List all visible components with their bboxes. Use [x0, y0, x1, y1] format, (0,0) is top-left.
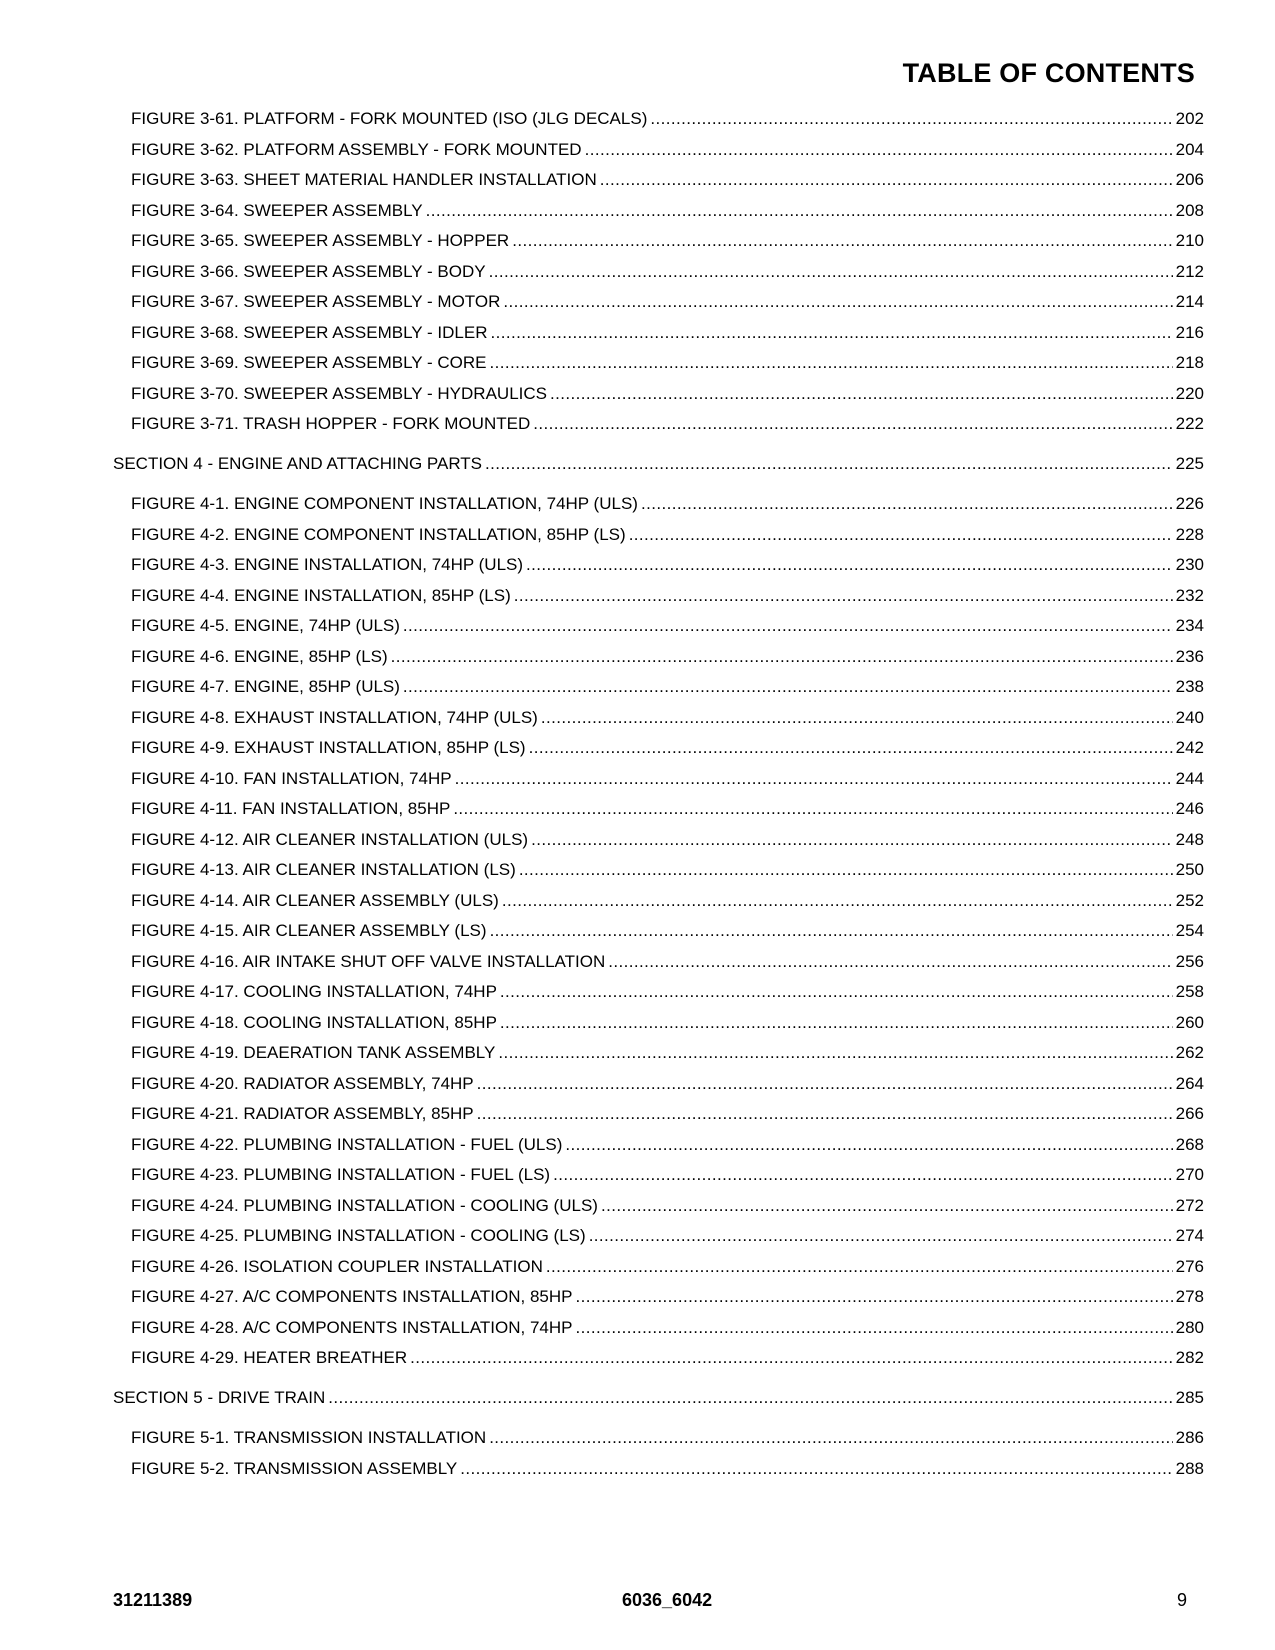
- toc-figure-entry[interactable]: [131, 168, 1204, 192]
- toc-figure-entry[interactable]: [131, 1072, 1204, 1096]
- toc-entry-page-number: 234: [1175, 616, 1204, 635]
- toc-figure-entry[interactable]: [131, 492, 1204, 516]
- toc-dot-leader: [485, 452, 1173, 476]
- toc-entry-label: FIGURE 4-25. PLUMBING INSTALLATION - COOLING (LS): [131, 1226, 586, 1245]
- toc-entry-label: FIGURE 4-18. COOLING INSTALLATION, 85HP: [131, 1012, 497, 1032]
- toc-entry-page-number: 285: [1175, 1388, 1204, 1407]
- toc-entry-page-number: 256: [1175, 951, 1204, 971]
- toc-entry-page-number: 268: [1175, 1134, 1204, 1154]
- toc-figure-entry[interactable]: [131, 675, 1204, 699]
- toc-entry-page-number: 250: [1175, 860, 1204, 879]
- toc-figure-entry[interactable]: [131, 614, 1204, 638]
- toc-figure-entry[interactable]: [131, 553, 1204, 577]
- toc-figure-entry[interactable]: [131, 523, 1204, 547]
- toc-figure-entry[interactable]: [131, 1457, 1204, 1481]
- toc-figure-entry[interactable]: [131, 107, 1204, 131]
- toc-entry-page-number: 248: [1175, 829, 1204, 849]
- toc-dot-leader: [550, 382, 1173, 406]
- toc-figure-entry[interactable]: [131, 980, 1204, 1004]
- toc-entry-page-number: 212: [1175, 261, 1204, 281]
- toc-dot-leader: [600, 168, 1173, 192]
- toc-entry-page-number: 262: [1175, 1043, 1204, 1062]
- toc-entry-page-number: 208: [1175, 200, 1204, 220]
- toc-dot-leader: [608, 950, 1172, 974]
- toc-entry-label: FIGURE 4-27. A/C COMPONENTS INSTALLATION, 85HP: [131, 1287, 573, 1306]
- toc-figure-entry[interactable]: [131, 767, 1204, 791]
- toc-dot-leader: [453, 797, 1172, 821]
- toc-figure-entry[interactable]: [131, 412, 1204, 436]
- toc-entry-page-number: 258: [1175, 982, 1204, 1001]
- toc-dot-leader: [490, 321, 1172, 345]
- toc-figure-entry[interactable]: [131, 1224, 1204, 1248]
- toc-entry-page-number: 225: [1175, 454, 1204, 473]
- toc-dot-leader: [601, 1194, 1173, 1218]
- toc-entry-label: FIGURE 4-29. HEATER BREATHER: [131, 1348, 408, 1367]
- toc-dot-leader: [519, 858, 1173, 882]
- toc-entry-label: FIGURE 4-20. RADIATOR ASSEMBLY, 74HP: [131, 1073, 474, 1093]
- toc-dot-leader: [460, 1457, 1172, 1481]
- toc-dot-leader: [541, 706, 1173, 730]
- toc-dot-leader: [553, 1163, 1173, 1187]
- toc-entry-page-number: 230: [1175, 555, 1204, 574]
- toc-entry-page-number: 282: [1175, 1348, 1204, 1367]
- toc-entry-label: FIGURE 4-12. AIR CLEANER INSTALLATION (ULS): [131, 829, 529, 849]
- toc-dot-leader: [426, 199, 1173, 223]
- toc-entry-label: FIGURE 3-61. PLATFORM - FORK MOUNTED (ISO (JLG DECALS): [131, 109, 648, 128]
- toc-figure-entry[interactable]: [131, 1426, 1204, 1450]
- toc-dot-leader: [489, 260, 1173, 284]
- toc-figure-entry[interactable]: [131, 1163, 1204, 1187]
- toc-dot-leader: [455, 767, 1173, 791]
- toc-figure-entry[interactable]: [131, 706, 1204, 730]
- toc-dot-leader: [403, 614, 1173, 638]
- toc-entry-label: FIGURE 3-65. SWEEPER ASSEMBLY - HOPPER: [131, 231, 510, 250]
- toc-entry-page-number: 286: [1175, 1428, 1204, 1447]
- toc-dot-leader: [391, 645, 1173, 669]
- toc-entry-page-number: 270: [1175, 1165, 1204, 1184]
- toc-dot-leader: [529, 736, 1173, 760]
- toc-figure-entry[interactable]: [131, 1316, 1204, 1340]
- toc-entry-label: FIGURE 3-71. TRASH HOPPER - FORK MOUNTED: [131, 414, 531, 433]
- toc-figure-entry[interactable]: [131, 260, 1204, 284]
- toc-figure-entry[interactable]: [131, 1011, 1204, 1035]
- toc-entry-page-number: 202: [1175, 109, 1204, 128]
- toc-entry-label: FIGURE 4-11. FAN INSTALLATION, 85HP: [131, 799, 451, 818]
- toc-entry-page-number: 260: [1175, 1012, 1204, 1032]
- toc-dot-leader: [500, 980, 1173, 1004]
- toc-entry-page-number: 236: [1175, 646, 1204, 666]
- toc-dot-leader: [629, 523, 1173, 547]
- toc-entry-label: FIGURE 3-66. SWEEPER ASSEMBLY - BODY: [131, 261, 486, 281]
- toc-figure-entry[interactable]: [131, 290, 1204, 314]
- toc-entry-label: FIGURE 3-68. SWEEPER ASSEMBLY - IDLER: [131, 322, 488, 342]
- toc-entry-page-number: 244: [1175, 768, 1204, 788]
- toc-dot-leader: [490, 919, 1173, 943]
- toc-entry-label: SECTION 4 - ENGINE AND ATTACHING PARTS: [113, 454, 483, 473]
- toc-entry-label: FIGURE 4-26. ISOLATION COUPLER INSTALLATION: [131, 1256, 543, 1276]
- toc-entry-label: FIGURE 4-15. AIR CLEANER ASSEMBLY (LS): [131, 921, 487, 940]
- toc-dot-leader: [546, 1255, 1173, 1279]
- toc-figure-entry[interactable]: [131, 321, 1204, 345]
- toc-dot-leader: [498, 1041, 1172, 1065]
- toc-figure-entry[interactable]: [131, 1102, 1204, 1126]
- toc-dot-leader: [531, 828, 1173, 852]
- footer-document-number: 31211389: [113, 1590, 193, 1610]
- toc-section-entry[interactable]: [113, 452, 1204, 476]
- toc-dot-leader: [512, 229, 1172, 253]
- toc-figure-entry[interactable]: [131, 1194, 1204, 1218]
- toc-entry-label: FIGURE 4-17. COOLING INSTALLATION, 74HP: [131, 982, 497, 1001]
- toc-dot-leader: [514, 584, 1173, 608]
- toc-entry-page-number: 246: [1175, 799, 1204, 818]
- toc-entry-label: FIGURE 4-5. ENGINE, 74HP (ULS): [131, 616, 400, 635]
- toc-entry-label: FIGURE 4-14. AIR CLEANER ASSEMBLY (ULS): [131, 890, 499, 910]
- toc-figure-entry[interactable]: [131, 199, 1204, 223]
- toc-entry-label: FIGURE 4-19. DEAERATION TANK ASSEMBLY: [131, 1043, 496, 1062]
- toc-dot-leader: [585, 138, 1173, 162]
- toc-entry-label: FIGURE 4-3. ENGINE INSTALLATION, 74HP (ULS): [131, 555, 524, 574]
- toc-dot-leader: [328, 1386, 1172, 1410]
- toc-entry-label: FIGURE 5-1. TRANSMISSION INSTALLATION: [131, 1428, 487, 1447]
- toc-entry-page-number: 222: [1175, 414, 1204, 433]
- toc-dot-leader: [575, 1285, 1172, 1309]
- toc-dot-leader: [477, 1072, 1173, 1096]
- toc-figure-entry[interactable]: [131, 584, 1204, 608]
- toc-dot-leader: [502, 889, 1173, 913]
- toc-entry-label: FIGURE 3-70. SWEEPER ASSEMBLY - HYDRAULICS: [131, 383, 547, 403]
- toc-figure-entry[interactable]: [131, 858, 1204, 882]
- toc-entry-label: FIGURE 4-2. ENGINE COMPONENT INSTALLATION, 85HP (LS): [131, 524, 626, 544]
- toc-entry-label: FIGURE 4-21. RADIATOR ASSEMBLY, 85HP: [131, 1104, 474, 1123]
- toc-entry-page-number: 272: [1175, 1195, 1204, 1215]
- toc-dot-leader: [641, 492, 1173, 516]
- toc-dot-leader: [410, 1346, 1172, 1370]
- toc-figure-entry[interactable]: [131, 1255, 1204, 1279]
- toc-figure-entry[interactable]: [131, 1041, 1204, 1065]
- toc-entry-label: FIGURE 5-2. TRANSMISSION ASSEMBLY: [131, 1458, 458, 1478]
- toc-entry-label: FIGURE 4-8. EXHAUST INSTALLATION, 74HP (ULS): [131, 707, 538, 727]
- toc-entry-page-number: 266: [1175, 1104, 1204, 1123]
- toc-dot-leader: [477, 1102, 1173, 1126]
- toc-dot-leader: [490, 351, 1173, 375]
- toc-entry-label: SECTION 5 - DRIVE TRAIN: [113, 1388, 326, 1407]
- toc-section-entry[interactable]: [113, 1386, 1204, 1410]
- toc-dot-leader: [489, 1426, 1172, 1450]
- toc-dot-leader: [526, 553, 1173, 577]
- toc-entry-page-number: 228: [1175, 524, 1204, 544]
- footer-page-number: 9: [1177, 1590, 1188, 1610]
- toc-entry-label: FIGURE 4-22. PLUMBING INSTALLATION - FUEL (ULS): [131, 1134, 563, 1154]
- toc-figure-entry[interactable]: [131, 797, 1204, 821]
- page-title: TABLE OF CONTENTS: [902, 58, 1195, 88]
- toc-figure-entry[interactable]: [131, 351, 1204, 375]
- footer-model: 6036_6042: [622, 1590, 713, 1610]
- toc-figure-entry[interactable]: [131, 382, 1204, 406]
- toc-figure-entry[interactable]: [131, 889, 1204, 913]
- toc-figure-entry[interactable]: [131, 1285, 1204, 1309]
- toc-entry-page-number: 214: [1175, 292, 1204, 311]
- toc-entry-label: FIGURE 3-62. PLATFORM ASSEMBLY - FORK MOUNTED: [131, 139, 582, 159]
- toc-figure-entry[interactable]: [131, 645, 1204, 669]
- toc-figure-entry[interactable]: [131, 736, 1204, 760]
- toc-entry-page-number: 240: [1175, 707, 1204, 727]
- toc-entry-page-number: 206: [1175, 170, 1204, 189]
- toc-entry-page-number: 264: [1175, 1073, 1204, 1093]
- toc-entry-label: FIGURE 4-24. PLUMBING INSTALLATION - COOLING (ULS): [131, 1195, 598, 1215]
- toc-entry-label: FIGURE 4-9. EXHAUST INSTALLATION, 85HP (LS): [131, 738, 526, 757]
- toc-dot-leader: [533, 412, 1172, 436]
- toc-figure-entry[interactable]: [131, 919, 1204, 943]
- toc-entry-label: FIGURE 4-10. FAN INSTALLATION, 74HP: [131, 768, 452, 788]
- toc-figure-entry[interactable]: [131, 229, 1204, 253]
- toc-dot-leader: [575, 1316, 1172, 1340]
- toc-entry-label: FIGURE 4-6. ENGINE, 85HP (LS): [131, 646, 388, 666]
- toc-dot-leader: [403, 675, 1173, 699]
- toc-entry-page-number: 252: [1175, 890, 1204, 910]
- toc-entry-label: FIGURE 4-28. A/C COMPONENTS INSTALLATION, 74HP: [131, 1317, 573, 1337]
- toc-dot-leader: [589, 1224, 1173, 1248]
- toc-dot-leader: [650, 107, 1172, 131]
- toc-entry-page-number: 232: [1175, 585, 1204, 605]
- toc-entry-label: FIGURE 3-67. SWEEPER ASSEMBLY - MOTOR: [131, 292, 501, 311]
- toc-figure-entry[interactable]: [131, 828, 1204, 852]
- toc-entry-page-number: 238: [1175, 677, 1204, 696]
- toc-figure-entry[interactable]: [131, 1133, 1204, 1157]
- toc-entry-page-number: 204: [1175, 139, 1204, 159]
- toc-entry-label: FIGURE 4-16. AIR INTAKE SHUT OFF VALVE INSTALLATION: [131, 951, 606, 971]
- toc-entry-page-number: 242: [1175, 738, 1204, 757]
- toc-entry-label: FIGURE 3-63. SHEET MATERIAL HANDLER INSTALLATION: [131, 170, 597, 189]
- toc-entry-page-number: 288: [1175, 1458, 1204, 1478]
- toc-entry-label: FIGURE 4-23. PLUMBING INSTALLATION - FUEL (LS): [131, 1165, 551, 1184]
- toc-dot-leader: [503, 290, 1172, 314]
- toc-entry-page-number: 216: [1175, 322, 1204, 342]
- toc-entry-label: FIGURE 4-7. ENGINE, 85HP (ULS): [131, 677, 400, 696]
- toc-entry-page-number: 276: [1175, 1256, 1204, 1276]
- toc-dot-leader: [500, 1011, 1173, 1035]
- toc-entry-page-number: 210: [1175, 231, 1204, 250]
- toc-figure-entry[interactable]: [131, 138, 1204, 162]
- toc-entry-page-number: 274: [1175, 1226, 1204, 1245]
- toc-entry-page-number: 278: [1175, 1287, 1204, 1306]
- toc-entry-label: FIGURE 4-4. ENGINE INSTALLATION, 85HP (LS): [131, 585, 511, 605]
- toc-entry-page-number: 280: [1175, 1317, 1204, 1337]
- toc-dot-leader: [565, 1133, 1172, 1157]
- toc-entry-label: FIGURE 3-64. SWEEPER ASSEMBLY: [131, 200, 423, 220]
- toc-entry-label: FIGURE 4-1. ENGINE COMPONENT INSTALLATION, 74HP (ULS): [131, 494, 638, 513]
- toc-entry-label: FIGURE 4-13. AIR CLEANER INSTALLATION (LS): [131, 860, 516, 879]
- toc-figure-entry[interactable]: [131, 1346, 1204, 1370]
- toc-figure-entry[interactable]: [131, 950, 1204, 974]
- toc-entry-page-number: 218: [1175, 353, 1204, 372]
- toc-entry-page-number: 254: [1175, 921, 1204, 940]
- toc-entry-page-number: 220: [1175, 383, 1204, 403]
- toc-entry-page-number: 226: [1175, 494, 1204, 513]
- toc-entry-label: FIGURE 3-69. SWEEPER ASSEMBLY - CORE: [131, 353, 487, 372]
